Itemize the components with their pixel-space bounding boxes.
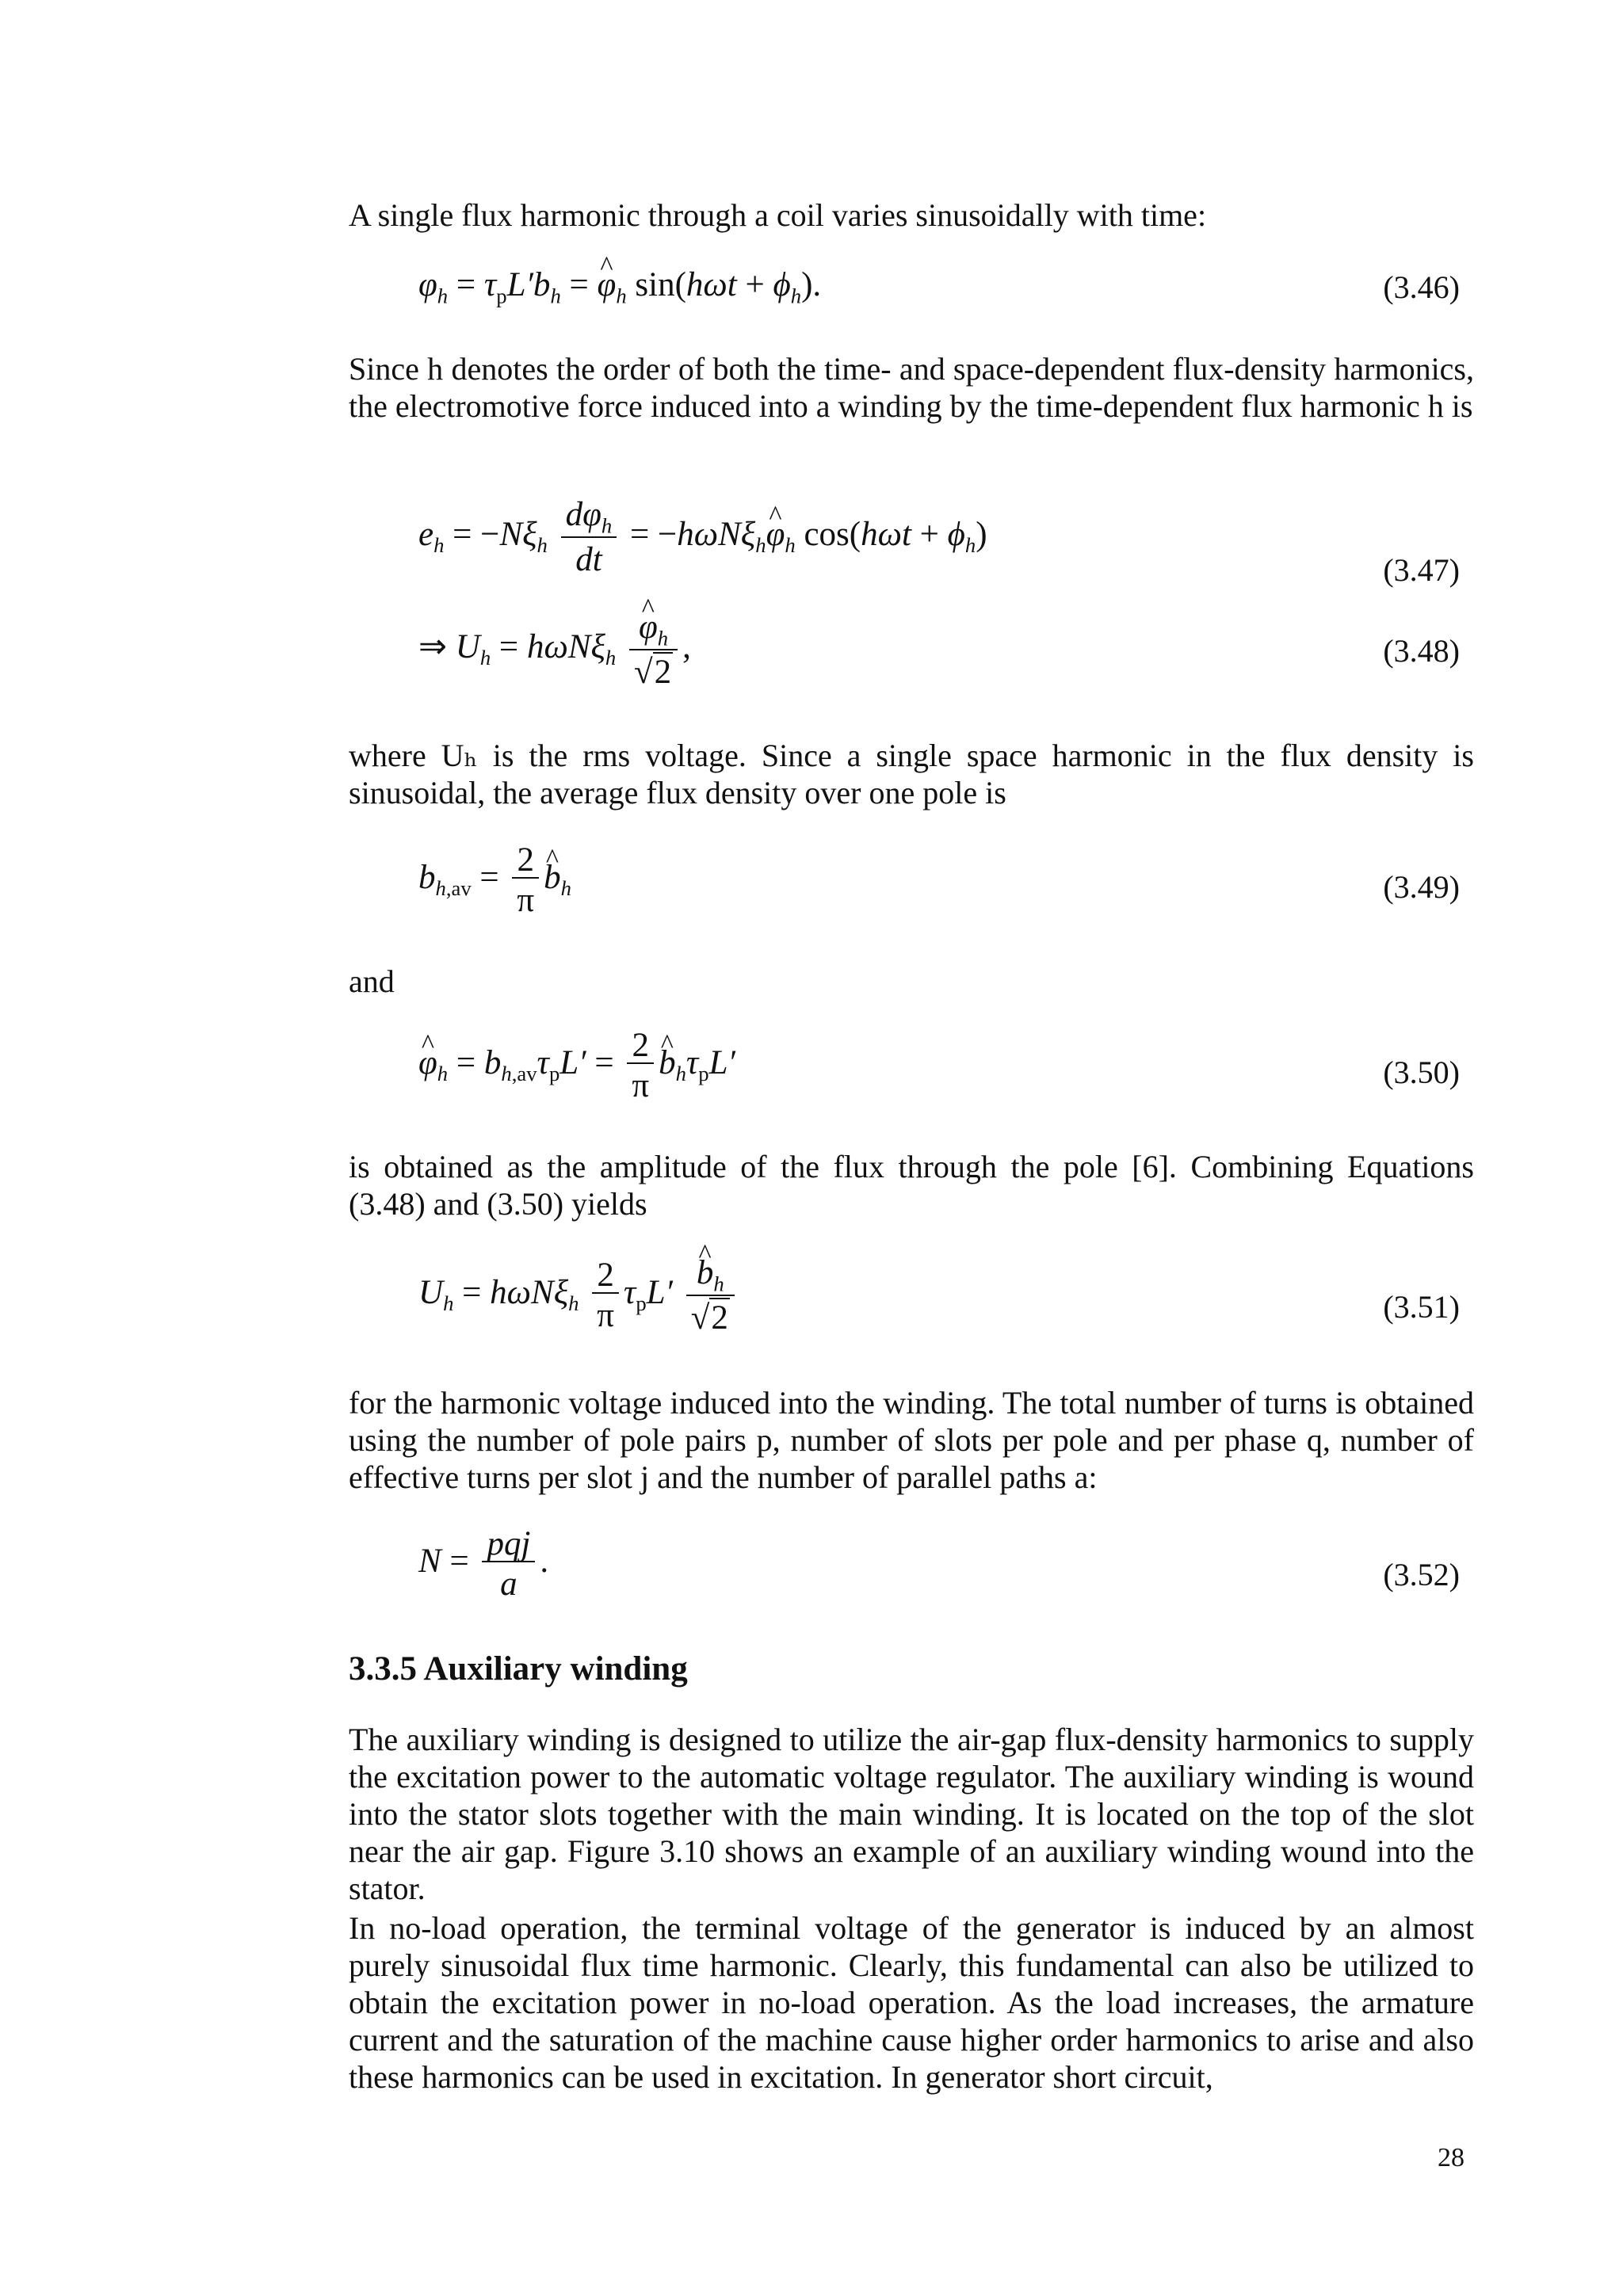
page-number: 28 (1438, 2143, 1465, 2172)
paragraph-amplitude: is obtained as the amplitude of the flux through the pole [6]. Combining Equations (3.48) and (3.50) yields (349, 1149, 1474, 1222)
equation-3-47: $e_h = -N\xi_h$ $\frac{d\varphi_h}{dt}$ = −hωNξ$_h$^ $\varphi_h$ $\cos(h\omega t + \phi_h)$ (418, 498, 987, 577)
paragraph-and: and (349, 963, 395, 999)
paragraph-no-load: In no-load operation, the terminal voltage of the generator is induced by an almost purely sinusoidal flux time harmonic. Clearly, this fundamental can also be utilized to obtain the excitation power in no-load operation. As the load increases, the armature current and the saturation of the machine cause higher order harmonics to arise and also these harmonics can be used in excitation. In generator short circuit, (349, 1910, 1474, 2095)
equation-number: (3.47) (1383, 552, 1460, 588)
paragraph-intro: A single flux harmonic through a coil varies sinusoidally with time: (349, 197, 1207, 233)
section-heading: 3.3.5 Auxiliary winding (349, 1650, 688, 1688)
paragraph-turns: for the harmonic voltage induced into the winding. The total number of turns is obtained using the number of pole pairs p, number of slots per pole and per phase q, number of effective turns per slot j and the number of parallel paths a: (349, 1385, 1474, 1495)
equation-3-52: N = $\frac{\text{pqj}}{a}$ . (418, 1525, 549, 1603)
paragraph-emf: Since h denotes the order of both the time- and space-dependent flux-density harmonics, the electromotive force induced into a winding by the time-dependent flux harmonic h is (349, 351, 1474, 424)
equation-number: (3.50) (1383, 1055, 1460, 1090)
equation-number: (3.48) (1383, 633, 1460, 669)
equation-number: (3.51) (1383, 1289, 1460, 1325)
equation-number: (3.46) (1383, 269, 1460, 305)
equation-3-48: ⇒ $U_h = h\omega N\xi_h$ ^ $\frac{\varphi_h}{√2}$ , (418, 610, 691, 689)
equation-3-46: $\varphi_h = \tau_pL'b_h$ = ^ $\varphi_h$ $\sin(h\omega t + \phi_h)$. (418, 268, 821, 307)
equation-number: (3.52) (1383, 1557, 1460, 1592)
equation-3-50: ^ $\varphi_h = b_{h,av}\tau_pL'$ = $\frac{2}{\pi}$ ^ $b_h\tau_pL'$ (418, 1028, 735, 1103)
paragraph-rms: where Uₕ is the rms voltage. Since a single space harmonic in the flux density is sinusoidal, the average flux density over one pole is (349, 738, 1474, 810)
equation-3-51: $U_h = h\omega N\xi_h$ $\frac{2}{\pi}$ $\tau_pL'$ ^ $\frac{b_h}{√2}$ (418, 1256, 739, 1335)
equation-3-49: $b_{h,av}$ = $\frac{2}{\pi}$ ^ $b_h$ (418, 843, 571, 917)
equation-number: (3.49) (1383, 869, 1460, 905)
paragraph-auxiliary: The auxiliary winding is designed to utilize the air-gap flux-density harmonics to supply the excitation power to the automatic voltage regulator. The auxiliary winding is wound into the stator slots together with the main winding. It is located on the top of the slot near the air gap. Figure 3.10 shows an example of an auxiliary winding wound into the stator. (349, 1722, 1474, 1906)
